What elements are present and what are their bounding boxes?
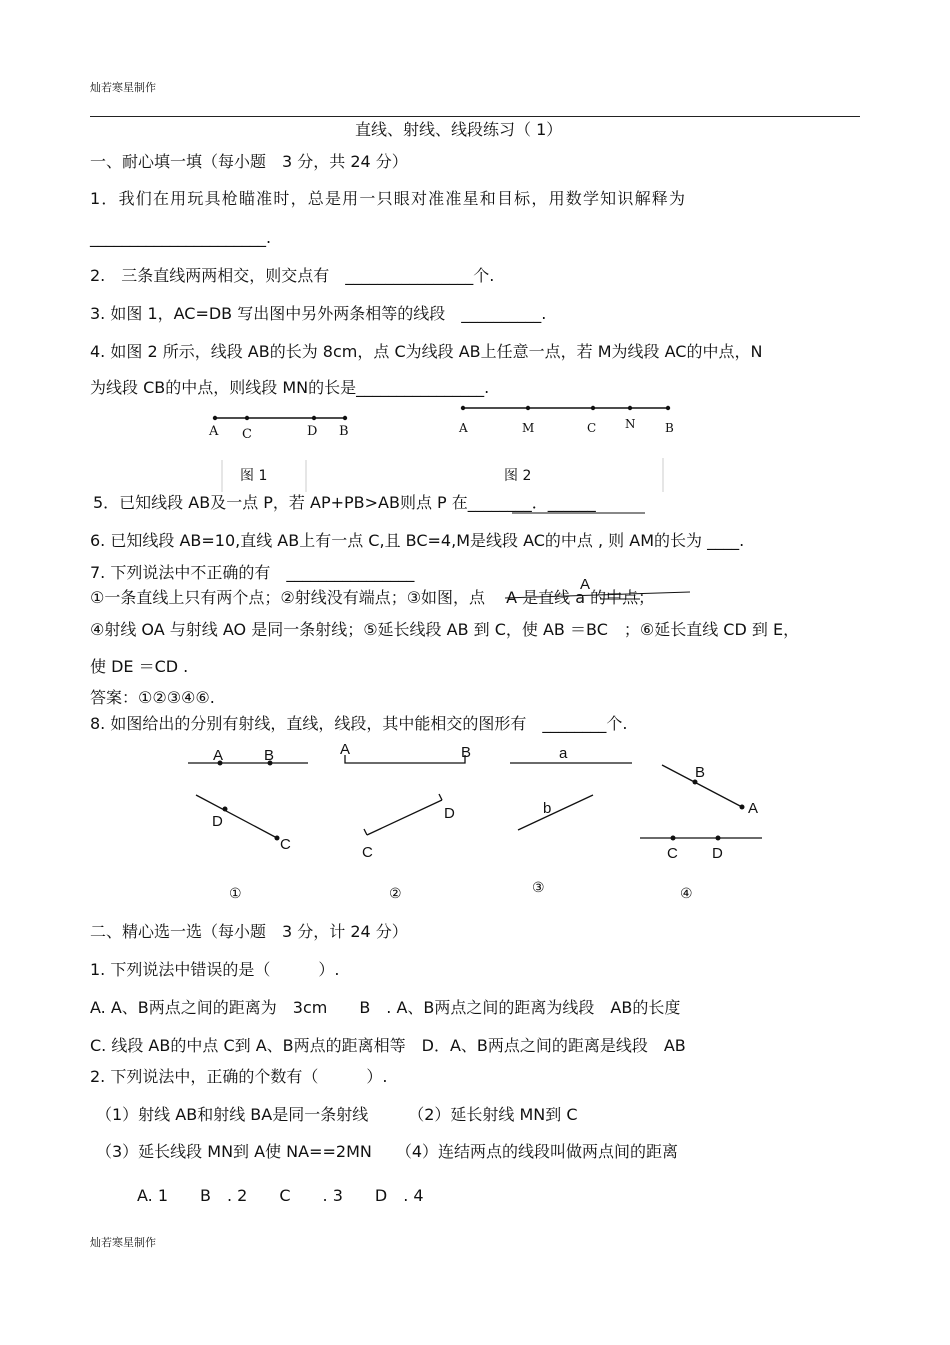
q7-line3: 使 DE ＝CD . xyxy=(90,657,189,676)
q1-line2: ______________________. xyxy=(90,228,272,247)
q7-line2: ④射线 OA 与射线 AO 是同一条射线；⑤延长线段 AB 到 C，使 AB ＝BC ；⑥延长直线 CD 到 E， xyxy=(90,620,800,639)
fig8-g4-label-a: A xyxy=(748,800,759,817)
fig8-g1-label-a: A xyxy=(213,747,224,764)
q7-fig-label-a: A xyxy=(580,576,591,593)
fig8-g4-caption: ④ xyxy=(680,886,693,902)
fig8-g1-label-b: B xyxy=(264,747,275,764)
figure-1 xyxy=(213,416,347,492)
fig8-g1-caption: ① xyxy=(229,886,242,902)
q4-line1: 4. 如图 2 所示，线段 AB的长为 8cm，点 C为线段 AB上任意一点，若 M为线段 AC的中点，N xyxy=(90,342,763,361)
fig8-g3-label-a: a xyxy=(559,745,568,762)
answer: 答案：①②③④⑥. xyxy=(90,688,215,707)
figure-8-group-3 xyxy=(510,763,632,830)
q1-line1: 1．我们在用玩具枪瞄准时，总是用一只眼对准准星和目标，用数学知识解释为 xyxy=(90,189,687,208)
section2-heading: 二、精心选一选（每小题 3 分，计 24 分） xyxy=(90,922,408,941)
fig8-g4-label-d: D xyxy=(712,845,723,862)
fig8-g2-label-b: B xyxy=(461,744,472,761)
fig8-g2-label-d: D xyxy=(444,805,455,822)
fig8-g3-label-b: b xyxy=(543,800,552,817)
figure-8-group-2 xyxy=(345,755,465,835)
fig1-label-b: B xyxy=(339,424,349,439)
page-title: 直线、射线、线段练习（ 1） xyxy=(355,120,563,139)
q2: 2. 三条直线两两相交，则交点有 ________________个. xyxy=(90,266,495,285)
fig8-g2-caption: ② xyxy=(389,886,402,902)
fig2-caption: 图 2 xyxy=(504,468,532,484)
fig2-label-a: A xyxy=(459,421,468,435)
q8: 8. 如图给出的分别有射线，直线，线段，其中能相交的图形有 ________个. xyxy=(90,714,628,733)
fig8-g2-label-a: A xyxy=(340,741,351,758)
s2-q1-options-2: C. 线段 AB的中点 C到 A、B两点的距离相等 D．A、B两点之间的距离是线段 AB xyxy=(90,1036,686,1055)
fig2-label-b: B xyxy=(665,421,674,435)
fig8-g1-label-c: C xyxy=(280,836,291,853)
q6: 6. 已知线段 AB=10,直线 AB上有一点 C,且 BC=4,M是线段 AC的中点 , 则 AM的长为 ____. xyxy=(90,531,745,550)
s2-q2-options: A. 1 B . 2 C . 3 D . 4 xyxy=(137,1186,424,1205)
q7: 7. 下列说法中不正确的有 ________________ xyxy=(90,563,415,582)
s2-q2-statements-2: （3）延长线段 MN到 A使 NA==2MN （4）连结两点的线段叫做两点间的距离 xyxy=(96,1142,679,1161)
fig1-label-a: A xyxy=(209,424,219,439)
fig8-g2-label-c: C xyxy=(362,844,373,861)
fig1-label-c: C xyxy=(242,427,252,442)
s2-q1: 1. 下列说法中错误的是（ ）. xyxy=(90,960,340,979)
fig2-label-n: N xyxy=(625,417,636,431)
s2-q2: 2. 下列说法中，正确的个数有（ ）. xyxy=(90,1067,388,1086)
footer-note: 灿若寒星制作 xyxy=(90,1236,156,1249)
fig8-g3-caption: ③ xyxy=(532,880,545,896)
fig8-g4-label-c: C xyxy=(667,845,678,862)
figure-2 xyxy=(461,406,670,492)
s2-q2-statements-1: （1）射线 AB和射线 BA是同一条射线 （2）延长射线 MN到 C xyxy=(96,1105,578,1124)
s2-q1-options-1: A. A、B两点之间的距离为 3cm B . A、B两点之间的距离为线段 AB的长度 xyxy=(90,998,681,1017)
fig1-caption: 图 1 xyxy=(240,468,268,484)
q4-line2: 为线段 CB的中点，则线段 MN的长是________________. xyxy=(90,378,490,397)
fig1-label-d: D xyxy=(307,424,318,439)
fig8-g1-label-d: D xyxy=(212,813,223,830)
fig2-label-c: C xyxy=(587,421,597,435)
fig8-g4-label-b: B xyxy=(695,764,706,781)
section1-heading: 一、耐心填一填（每小题 3 分，共 24 分） xyxy=(90,152,408,171)
figure-8-group-1 xyxy=(188,761,308,841)
q7-line1: ①一条直线上只有两个点；②射线没有端点；③如图，点 A 是直线 a 的中点； xyxy=(90,588,655,607)
q3: 3. 如图 1，AC=DB 写出图中另外两条相等的线段 __________. xyxy=(90,304,547,323)
header-note: 灿若寒星制作 xyxy=(90,81,156,94)
fig2-label-m: M xyxy=(522,421,535,435)
q5: 5．已知线段 AB及一点 P，若 AP+PB>AB则点 P 在________．______ xyxy=(93,493,596,512)
